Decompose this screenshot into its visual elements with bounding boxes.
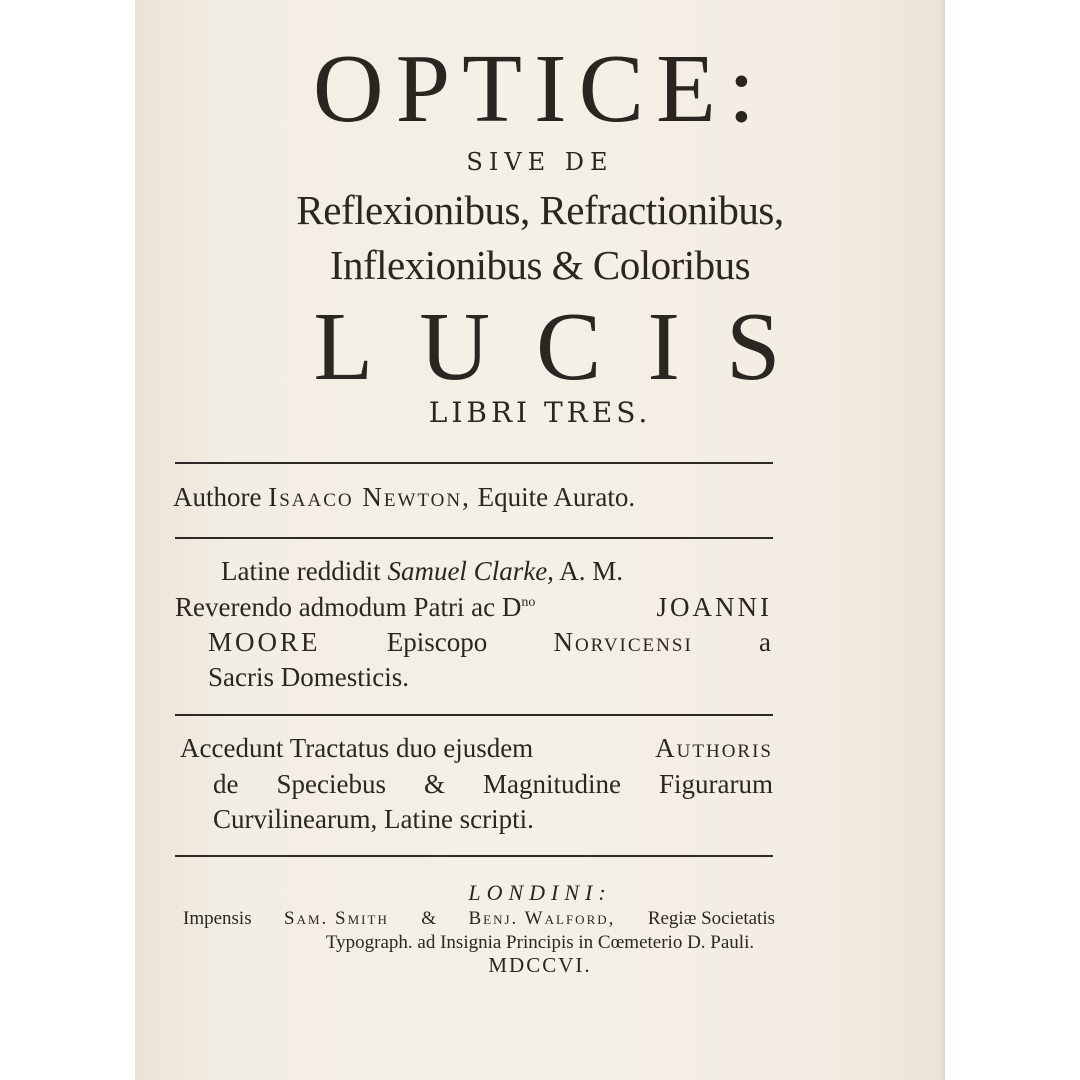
accedunt-authoris: Authoris [655,733,773,763]
translator-name: Samuel Clarke, [387,556,554,586]
author-suffix: Equite Aurato. [477,482,636,512]
imprint-society: Regiæ Societatis [647,908,775,929]
accedunt-line-1 [180,733,773,764]
dedication-superscript: no [521,595,536,610]
imprint-word: & [421,908,437,929]
translator-line [221,556,623,587]
divider-rule [175,714,773,716]
imprint-printer-2: Benj. Walford, [468,908,616,929]
accedunt-word: Magnitudine [482,769,621,799]
author-prefix: Authore [173,482,262,512]
dedication-text: Reverendo admodum Patri ac D [175,592,522,622]
dedication-place: Norvicensi [553,627,693,657]
dedication-line-1 [175,592,772,623]
divider-rule [175,855,773,857]
accedunt-word: Figurarum [658,769,773,799]
book-title: OPTICE: [312,35,768,143]
dedication-surname: MOORE [208,627,321,657]
subtitle-line-inflexionibus: Inflexionibus & Coloribus [329,242,751,288]
accedunt-text: Accedunt Tractatus duo ejusdem [180,733,534,763]
title-lucis: LUCIS [313,293,827,401]
accedunt-line-3: Curvilinearum, Latine scripti. [213,804,534,834]
accedunt-line-2 [213,769,773,800]
imprint-city: LONDINI: [468,880,612,905]
dedication-end: a [759,627,771,657]
imprint-word: Impensis [183,908,252,929]
translator-prefix: Latine reddidit [221,556,381,586]
imprint-date: MDCCVI. [488,953,592,977]
imprint-line-2: Typograph. ad Insignia Principis in Cœmeterio D. Pauli. [325,932,755,953]
imprint-printer-1: Sam. Smith [284,908,389,929]
accedunt-word: de [213,769,239,799]
translator-degree: A. M. [559,556,623,586]
subtitle: SIVE DE [466,148,614,176]
libri-tres: LIBRI TRES. [428,396,652,429]
dedication-line-2 [208,627,771,658]
subtitle-line-reflexionibus: Reflexionibus, Refractionibus, [296,187,784,233]
imprint-line-1 [183,908,775,930]
dedication-name: JOANNI [656,592,772,622]
divider-rule [175,537,773,539]
dedication-title: Episcopo [386,627,488,657]
dedication-line-3: Sacris Domesticis. [208,662,409,692]
accedunt-word: Speciebus [276,769,386,799]
accedunt-word: & [423,769,445,799]
divider-rule [175,462,773,464]
author-line [173,482,635,513]
author-name: Isaaco Newton, [268,482,471,512]
title-page [135,0,945,1080]
